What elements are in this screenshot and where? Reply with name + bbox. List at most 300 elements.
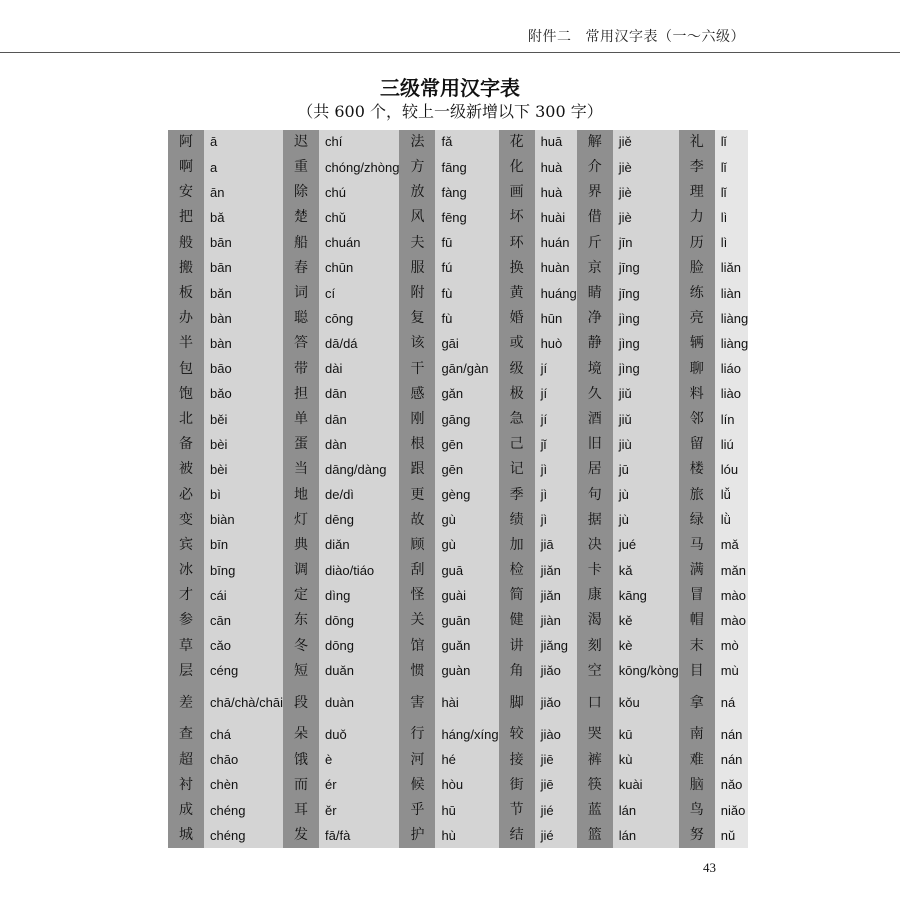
hanzi-character: 把 (168, 206, 204, 231)
hanzi-character: 参 (168, 609, 204, 634)
hanzi-character: 卡 (577, 558, 613, 583)
table-row (679, 407, 748, 432)
hanzi-character: 历 (679, 231, 715, 256)
pinyin: cái (204, 583, 283, 608)
hanzi-character: 绩 (499, 508, 535, 533)
pinyin: huā (535, 130, 577, 155)
table-row (399, 306, 498, 331)
table-row (283, 206, 399, 231)
header-rule (0, 52, 900, 53)
pinyin: jiā (535, 533, 577, 558)
table-row (499, 180, 577, 205)
pinyin: běi (204, 407, 283, 432)
pinyin: gù (435, 533, 498, 558)
hanzi-character: 词 (283, 281, 319, 306)
table-row (399, 798, 498, 823)
pinyin: jiě (613, 130, 679, 155)
hanzi-character: 超 (168, 748, 204, 773)
pinyin: chéng (204, 798, 283, 823)
table-row (499, 231, 577, 256)
pinyin: duǎn (319, 659, 399, 684)
table-row (577, 773, 679, 798)
hanzi-character: 阿 (168, 130, 204, 155)
hanzi-character: 朵 (283, 723, 319, 748)
hanzi-character: 故 (399, 508, 435, 533)
table-row (283, 748, 399, 773)
table-row (679, 256, 748, 281)
pinyin: bǎo (204, 382, 283, 407)
hanzi-character: 或 (499, 332, 535, 357)
table-row (499, 609, 577, 634)
pinyin: cí (319, 281, 399, 306)
table-row (168, 684, 283, 722)
pinyin: jí (535, 382, 577, 407)
table-row (577, 823, 679, 848)
pinyin: fú (435, 256, 498, 281)
table-row (679, 609, 748, 634)
pinyin: guàn (435, 659, 498, 684)
hanzi-character: 饱 (168, 382, 204, 407)
hanzi-character: 篮 (577, 823, 613, 848)
hanzi-character: 办 (168, 306, 204, 331)
hanzi-character: 北 (168, 407, 204, 432)
table-row (283, 357, 399, 382)
hanzi-character: 记 (499, 457, 535, 482)
table-row (168, 609, 283, 634)
table-row (168, 748, 283, 773)
pinyin: chú (319, 180, 399, 205)
pinyin: dān (319, 382, 399, 407)
table-row (679, 382, 748, 407)
hanzi-character: 花 (499, 130, 535, 155)
hanzi-character: 冰 (168, 558, 204, 583)
table-row (577, 180, 679, 205)
hanzi-character: 辆 (679, 332, 715, 357)
hanzi-character: 刚 (399, 407, 435, 432)
table-row (283, 457, 399, 482)
table-row (283, 231, 399, 256)
hanzi-character: 顾 (399, 533, 435, 558)
table-row (577, 558, 679, 583)
table-row (399, 609, 498, 634)
table-row (499, 306, 577, 331)
pinyin: jù (613, 483, 679, 508)
character-table (168, 130, 749, 854)
table-row (679, 748, 748, 773)
pinyin: ā (204, 130, 283, 155)
table-row (679, 823, 748, 848)
pinyin: huán (535, 231, 577, 256)
pinyin: liǎn (715, 256, 748, 281)
table-row (577, 609, 679, 634)
table-row (399, 206, 498, 231)
pinyin: dìng (319, 583, 399, 608)
pinyin: fǎ (435, 130, 498, 155)
pinyin: gèng (435, 483, 498, 508)
hanzi-character: 难 (679, 748, 715, 773)
header-appendix: 附件二 (528, 29, 572, 45)
hanzi-character: 据 (577, 508, 613, 533)
hanzi-character: 根 (399, 432, 435, 457)
table-row (399, 773, 498, 798)
pinyin: jiè (613, 206, 679, 231)
table-row (399, 583, 498, 608)
table-row (168, 798, 283, 823)
table-row (283, 256, 399, 281)
pinyin: fēng (435, 206, 498, 231)
hanzi-character: 迟 (283, 130, 319, 155)
pinyin: bǎ (204, 206, 283, 231)
hanzi-character: 聪 (283, 306, 319, 331)
table-row (168, 583, 283, 608)
pinyin: fā/fà (319, 823, 399, 848)
hanzi-character: 差 (168, 684, 204, 722)
hanzi-character: 饿 (283, 748, 319, 773)
hanzi-character: 重 (283, 155, 319, 180)
hanzi-character: 查 (168, 723, 204, 748)
table-row (283, 609, 399, 634)
pinyin: jiǎo (535, 659, 577, 684)
hanzi-character: 京 (577, 256, 613, 281)
hanzi-character: 李 (679, 155, 715, 180)
pinyin: jīn (613, 231, 679, 256)
hanzi-character: 附 (399, 281, 435, 306)
pinyin: mào (715, 583, 748, 608)
pinyin: guǎn (435, 634, 498, 659)
hanzi-character: 安 (168, 180, 204, 205)
pinyin: lóu (715, 457, 748, 482)
hanzi-character: 夫 (399, 231, 435, 256)
pinyin: guài (435, 583, 498, 608)
table-row (577, 634, 679, 659)
hanzi-character: 简 (499, 583, 535, 608)
hanzi-character: 乎 (399, 798, 435, 823)
pinyin: ér (319, 773, 399, 798)
hanzi-character: 目 (679, 659, 715, 684)
hanzi-character: 复 (399, 306, 435, 331)
table-row (499, 558, 577, 583)
pinyin: dā/dá (319, 332, 399, 357)
table-row (679, 723, 748, 748)
table-row (499, 457, 577, 482)
table-row (399, 407, 498, 432)
hanzi-character: 感 (399, 382, 435, 407)
pinyin: jiǔ (613, 382, 679, 407)
hanzi-character: 草 (168, 634, 204, 659)
hanzi-character: 带 (283, 357, 319, 382)
pinyin: kě (613, 609, 679, 634)
table-row (499, 382, 577, 407)
hanzi-character: 风 (399, 206, 435, 231)
pinyin: gāi (435, 332, 498, 357)
table-row (168, 457, 283, 482)
pinyin: de/dì (319, 483, 399, 508)
table-row (283, 583, 399, 608)
pinyin: chèn (204, 773, 283, 798)
hanzi-character: 更 (399, 483, 435, 508)
pinyin: jì (535, 508, 577, 533)
pinyin: bàn (204, 332, 283, 357)
pinyin: huà (535, 180, 577, 205)
hanzi-character: 被 (168, 457, 204, 482)
hanzi-character: 该 (399, 332, 435, 357)
hanzi-character: 理 (679, 180, 715, 205)
header-title: 常用汉字表（一～六级） (585, 29, 745, 45)
table-row (283, 306, 399, 331)
pinyin: jīng (613, 281, 679, 306)
hanzi-character: 口 (577, 684, 613, 722)
table-row (679, 180, 748, 205)
hanzi-character: 才 (168, 583, 204, 608)
hanzi-character: 担 (283, 382, 319, 407)
hanzi-character: 化 (499, 155, 535, 180)
table-row (679, 684, 748, 722)
pinyin: jié (535, 823, 577, 848)
pinyin: huàn (535, 256, 577, 281)
hanzi-character: 末 (679, 634, 715, 659)
pinyin: bì (204, 483, 283, 508)
table-row (577, 748, 679, 773)
hanzi-character: 静 (577, 332, 613, 357)
hanzi-character: 斤 (577, 231, 613, 256)
pinyin: dài (319, 357, 399, 382)
hanzi-character: 搬 (168, 256, 204, 281)
table-row (399, 508, 498, 533)
table-row (679, 773, 748, 798)
hanzi-character: 拿 (679, 684, 715, 722)
pinyin: gān/gàn (435, 357, 498, 382)
hanzi-character: 街 (499, 773, 535, 798)
table-row (399, 659, 498, 684)
hanzi-character: 讲 (499, 634, 535, 659)
pinyin: jiē (535, 773, 577, 798)
table-row (283, 823, 399, 848)
table-row (577, 533, 679, 558)
hanzi-character: 礼 (679, 130, 715, 155)
hanzi-character: 亮 (679, 306, 715, 331)
pinyin: mù (715, 659, 748, 684)
hanzi-character: 变 (168, 508, 204, 533)
table-row (399, 231, 498, 256)
table-row (399, 357, 498, 382)
hanzi-character: 跟 (399, 457, 435, 482)
table-row (283, 773, 399, 798)
pinyin: bāo (204, 357, 283, 382)
hanzi-character: 干 (399, 357, 435, 382)
pinyin: jiǎng (535, 634, 577, 659)
table-row (283, 684, 399, 722)
pinyin: chuán (319, 231, 399, 256)
pinyin: mǎn (715, 558, 748, 583)
hanzi-character: 脸 (679, 256, 715, 281)
table-row (168, 180, 283, 205)
pinyin: lǜ (715, 508, 748, 533)
table-row (499, 256, 577, 281)
table-row (499, 823, 577, 848)
table-row (399, 281, 498, 306)
pinyin: liàng (715, 332, 748, 357)
hanzi-character: 健 (499, 609, 535, 634)
pinyin: bǎn (204, 281, 283, 306)
hanzi-character: 地 (283, 483, 319, 508)
hanzi-character: 必 (168, 483, 204, 508)
pinyin: kōng/kòng (613, 659, 679, 684)
pinyin: nǎo (715, 773, 748, 798)
hanzi-character: 检 (499, 558, 535, 583)
hanzi-character: 力 (679, 206, 715, 231)
hanzi-character: 蓝 (577, 798, 613, 823)
pinyin: jí (535, 357, 577, 382)
pinyin: cān (204, 609, 283, 634)
table-row (168, 634, 283, 659)
hanzi-character: 东 (283, 609, 319, 634)
pinyin: gāng (435, 407, 498, 432)
hanzi-character: 楼 (679, 457, 715, 482)
page-subtitle: （共 600 个，较上一级新增以下 300 字） (297, 102, 603, 121)
pinyin: liáo (715, 357, 748, 382)
table-row (577, 281, 679, 306)
hanzi-character: 放 (399, 180, 435, 205)
table-row (499, 155, 577, 180)
hanzi-character: 法 (399, 130, 435, 155)
pinyin: jì (535, 483, 577, 508)
table-row (577, 130, 679, 155)
hanzi-character: 久 (577, 382, 613, 407)
pinyin: lán (613, 823, 679, 848)
table-row (283, 533, 399, 558)
hanzi-character: 害 (399, 684, 435, 722)
pinyin: gù (435, 508, 498, 533)
hanzi-character: 馆 (399, 634, 435, 659)
pinyin: è (319, 748, 399, 773)
table-row (577, 684, 679, 722)
hanzi-character: 季 (499, 483, 535, 508)
pinyin: hé (435, 748, 498, 773)
hanzi-character: 单 (283, 407, 319, 432)
table-row (679, 558, 748, 583)
pinyin: dàn (319, 432, 399, 457)
table-row (679, 533, 748, 558)
table-row (168, 508, 283, 533)
pinyin: bèi (204, 457, 283, 482)
table-row (679, 659, 748, 684)
hanzi-character: 除 (283, 180, 319, 205)
hanzi-character: 接 (499, 748, 535, 773)
table-row (399, 457, 498, 482)
hanzi-character: 半 (168, 332, 204, 357)
pinyin: bàn (204, 306, 283, 331)
table-row (577, 231, 679, 256)
hanzi-character: 黄 (499, 281, 535, 306)
hanzi-character: 康 (577, 583, 613, 608)
pinyin: lǐ (715, 155, 748, 180)
table-row (283, 558, 399, 583)
pinyin: chāo (204, 748, 283, 773)
table-row (399, 723, 498, 748)
hanzi-character: 板 (168, 281, 204, 306)
hanzi-character: 包 (168, 357, 204, 382)
hanzi-character: 满 (679, 558, 715, 583)
hanzi-character: 加 (499, 533, 535, 558)
pinyin: nán (715, 723, 748, 748)
table-row (399, 382, 498, 407)
table-row (399, 483, 498, 508)
hanzi-character: 努 (679, 823, 715, 848)
hanzi-character: 渴 (577, 609, 613, 634)
pinyin: ná (715, 684, 748, 722)
pinyin: ěr (319, 798, 399, 823)
pinyin: chā/chà/chāi (204, 684, 283, 722)
pinyin: kǒu (613, 684, 679, 722)
table-row (399, 155, 498, 180)
hanzi-character: 酒 (577, 407, 613, 432)
pinyin: huà (535, 155, 577, 180)
table-row (679, 206, 748, 231)
pinyin: chá (204, 723, 283, 748)
pinyin: jiè (613, 155, 679, 180)
pinyin: nǔ (715, 823, 748, 848)
table-row (399, 256, 498, 281)
table-row (399, 180, 498, 205)
pinyin: kāng (613, 583, 679, 608)
hanzi-character: 调 (283, 558, 319, 583)
page-title: 三级常用汉字表 (380, 76, 520, 100)
table-row (283, 281, 399, 306)
pinyin: bèi (204, 432, 283, 457)
table-row (499, 357, 577, 382)
table-row (168, 382, 283, 407)
pinyin: niǎo (715, 798, 748, 823)
hanzi-character: 婚 (499, 306, 535, 331)
hanzi-character: 坏 (499, 206, 535, 231)
pinyin: chǔ (319, 206, 399, 231)
pinyin: jīng (613, 256, 679, 281)
table-row (168, 130, 283, 155)
table-row (499, 483, 577, 508)
hanzi-character: 句 (577, 483, 613, 508)
hanzi-character: 聊 (679, 357, 715, 382)
pinyin: jì (535, 457, 577, 482)
table-row (679, 281, 748, 306)
table-row (679, 155, 748, 180)
pinyin: jìng (613, 306, 679, 331)
pinyin: bīn (204, 533, 283, 558)
hanzi-character: 决 (577, 533, 613, 558)
pinyin: liàng (715, 306, 748, 331)
table-row (679, 306, 748, 331)
hanzi-character: 较 (499, 723, 535, 748)
table-row (577, 583, 679, 608)
table-row (168, 558, 283, 583)
hanzi-character: 节 (499, 798, 535, 823)
pinyin: jiǎn (535, 558, 577, 583)
pinyin: mào (715, 609, 748, 634)
pinyin: jǐ (535, 432, 577, 457)
table-row (283, 332, 399, 357)
pinyin: huáng (535, 281, 577, 306)
hanzi-character: 蛋 (283, 432, 319, 457)
pinyin: fàng (435, 180, 498, 205)
hanzi-character: 净 (577, 306, 613, 331)
hanzi-character: 界 (577, 180, 613, 205)
table-row (679, 231, 748, 256)
pinyin: lǐ (715, 130, 748, 155)
table-row (577, 332, 679, 357)
pinyin: chūn (319, 256, 399, 281)
table-row (499, 508, 577, 533)
hanzi-character: 宾 (168, 533, 204, 558)
pinyin: kǎ (613, 558, 679, 583)
